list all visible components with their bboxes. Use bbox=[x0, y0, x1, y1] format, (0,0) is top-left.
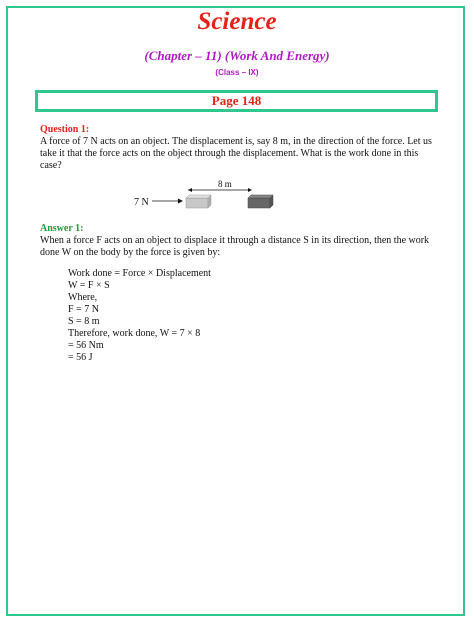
answer-line-2: done W on the body by the force is given by: bbox=[40, 247, 221, 258]
chapter-heading: (Chapter – 11) (Work And Energy) bbox=[144, 48, 330, 63]
answer-line-1: When a force F acts on an object to displace it through a distance S in its direction, then the work bbox=[40, 235, 430, 246]
object-final-position bbox=[248, 198, 270, 208]
answer-step: Therefore, work done, W = 7 × 8 bbox=[68, 328, 201, 339]
answer-step: F = 7 N bbox=[68, 304, 99, 315]
object-final-top bbox=[248, 195, 273, 198]
object-initial-position bbox=[186, 198, 208, 208]
answer-step: S = 8 m bbox=[68, 316, 100, 327]
displacement-arrow-right-head bbox=[248, 188, 252, 192]
answer-step: = 56 J bbox=[68, 352, 93, 363]
class-label: (Class – IX) bbox=[215, 68, 259, 77]
question-line-3: case? bbox=[40, 160, 62, 171]
question-label: Question 1: bbox=[40, 124, 90, 135]
displacement-arrow-left-head bbox=[188, 188, 192, 192]
displacement-label: 8 m bbox=[218, 179, 232, 189]
answer-step: Where, bbox=[68, 292, 98, 303]
page-number: Page 148 bbox=[211, 93, 262, 108]
force-displacement-diagram bbox=[130, 178, 280, 218]
question-line-1: A force of 7 N acts on an object. The displacement is, say 8 m, in the direction of the force. Let us bbox=[40, 136, 432, 147]
force-arrow-head bbox=[178, 199, 183, 204]
page-number-box bbox=[35, 90, 438, 112]
answer-label: Answer 1: bbox=[40, 223, 84, 234]
answer-step: = 56 Nm bbox=[68, 340, 104, 351]
force-label: 7 N bbox=[134, 197, 149, 208]
object-initial-top bbox=[186, 195, 211, 198]
question-line-2: take it that the force acts on the object through the displacement. What is the work done in this bbox=[40, 148, 419, 159]
answer-step: W = F × S bbox=[68, 280, 110, 291]
page-title: Science bbox=[197, 8, 277, 35]
answer-step: Work done = Force × Displacement bbox=[68, 268, 211, 279]
